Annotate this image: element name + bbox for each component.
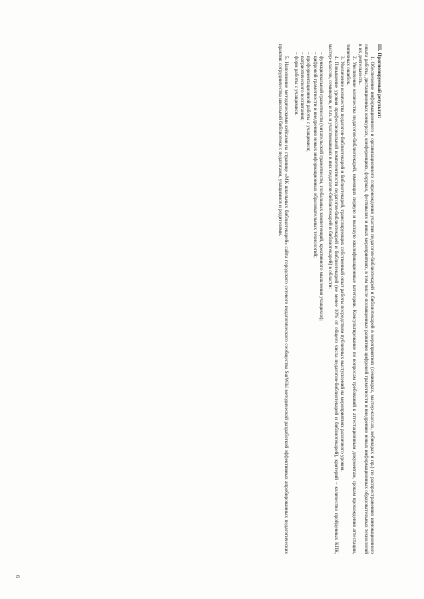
list-item: – патриотического воспитания;	[299, 52, 306, 121]
list-item: – цифровой грамотности и внедрению новых информационных образовательных технологий;	[311, 52, 318, 258]
paragraph-5: 5. Наполнение методическими кейсами на странице «МК школьных библиотекарей» сайта городского сетевого педагогического сообщества SurWiki методической разработкой эффективных апробированных педагогических практик сотрудничества школьной библиотеки с педагогами, учащимися и родителями.	[277, 44, 290, 554]
section-heading: III. Прогнозируемый результат:	[376, 44, 382, 119]
list-item: – форм работы с учащимися.	[292, 52, 299, 116]
paragraph-4: 4. Повышение уровня профессиональной компетентности педагогов-библиотекарей и библиотекарей (не менее 10% от общего числа педагогов-библиотекарей и библиотекарей), критерий – количество пройденных КПК, мастер-классов, семинаров, и т.п. и участвовавших в них педагогов-библиотекарей и библиотекарей) в области:	[327, 44, 340, 554]
list-item: – функциональной грамотности (читательской грамотности, глобальных компетенций, креативного мышления учащихся);	[318, 52, 325, 321]
paragraph-1: 1. Обеспечение информационного и организационного сопровождения участия педагогов-библиотекарей и библиотекарей в мероприятиях (семинарах, мастер-классах, вебинарах и пр.) по распространению инновационного опыта работы, дистанционных конкурсах, конференциях, форумах, фестивалях и иных мероприятиях, в том числе посвященных развитию цифровой грамотности и внедрению новых информационных образовательных технологий в их деятельность.	[357, 44, 376, 554]
paragraph-2: 2. Увеличение количества педагогов-библиотекарей, имеющих первую и высшую квалификационные категории. Консультирование по вопросам требований к аттестационным документам, срокам прохождения аттестации, типичных ошибок.	[345, 44, 358, 554]
list-item: – профориентационной работы с учащимися;	[305, 52, 312, 152]
page-number: 6	[14, 575, 20, 578]
document-body	[277, 44, 382, 554]
paragraph-3: 3. Увеличение количества педагогов-библиотекарей и библиотекарей, транслирующих собственный опыт работы посредством публичных выступлений на мероприятиях различного уровня.	[339, 56, 346, 472]
